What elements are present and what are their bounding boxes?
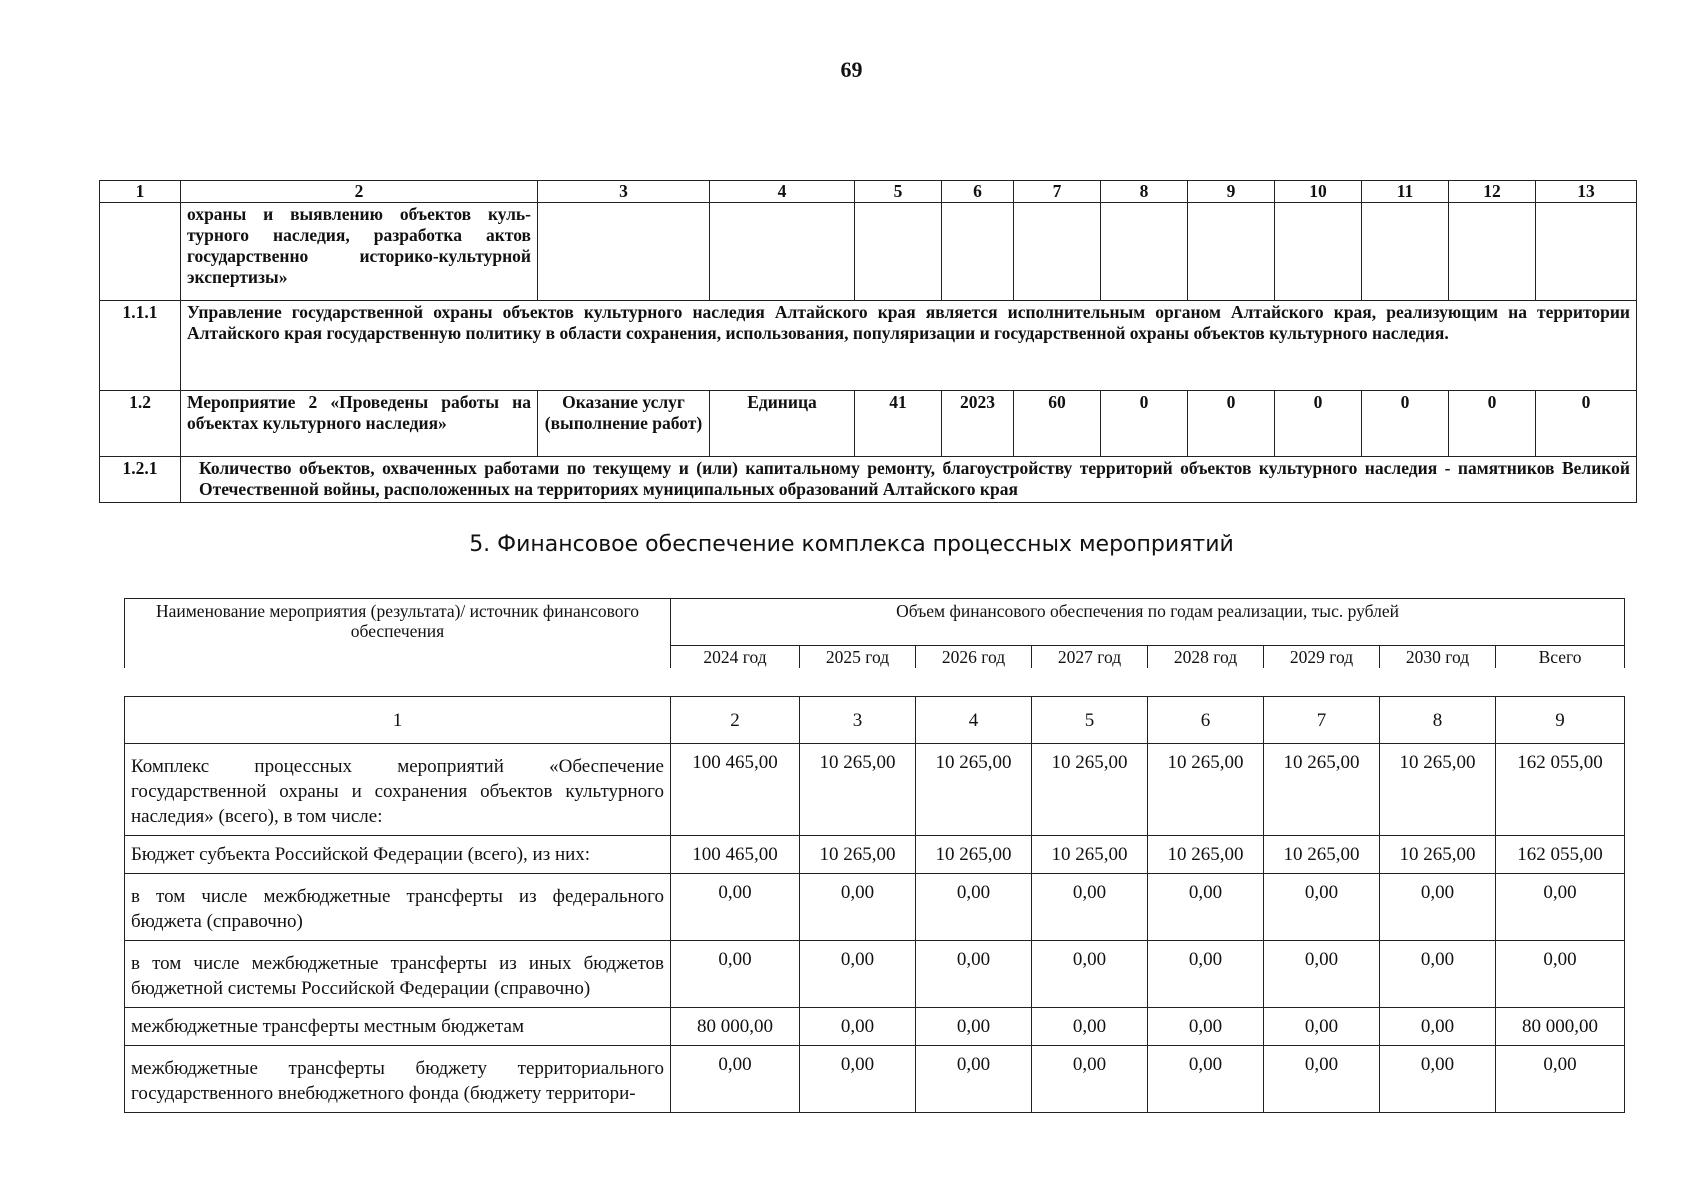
cell-value: 10 265,00 — [1264, 836, 1380, 874]
col-number: 7 — [1014, 181, 1101, 203]
col-number: 2 — [671, 697, 800, 744]
row-name: межбюджетные трансферты местным бюджетам — [125, 1008, 671, 1046]
row-name: Комплекс процессных мероприятий «Обеспечение государственной охраны и сохранения объектов культурного наследия» (всего), в том числе: — [125, 744, 671, 836]
cell-value: 0,00 — [800, 1008, 916, 1046]
cell-value: 0,00 — [1148, 1008, 1264, 1046]
row-number: 1.2 — [100, 391, 181, 457]
cell-value: 0,00 — [1496, 1046, 1625, 1113]
col-number: 5 — [855, 181, 942, 203]
cell-value: 10 265,00 — [1032, 744, 1148, 836]
col-number: 1 — [125, 697, 671, 744]
cell-value: 60 — [1014, 391, 1101, 457]
col-number: 8 — [1101, 181, 1188, 203]
cell-value: 0 — [1449, 391, 1536, 457]
year-header: 2030 год — [1380, 646, 1496, 669]
year-header: 2027 год — [1032, 646, 1148, 669]
col-number: 3 — [538, 181, 710, 203]
table-row — [100, 301, 1637, 391]
cell-value: 0,00 — [916, 941, 1032, 1008]
col-number: 11 — [1362, 181, 1449, 203]
cell-value: 0,00 — [1380, 874, 1496, 941]
col-number: 4 — [710, 181, 855, 203]
cell-value: 0,00 — [916, 1008, 1032, 1046]
cell-value: 0 — [1536, 391, 1637, 457]
year-header: Всего — [1496, 646, 1625, 669]
cell-value: 100 465,00 — [671, 744, 800, 836]
cell-value: 0,00 — [1380, 941, 1496, 1008]
cell-value: 0 — [1101, 391, 1188, 457]
row-number: 1.1.1 — [100, 301, 181, 391]
column-number-row — [100, 181, 1637, 203]
table-row — [125, 1046, 1625, 1113]
row-description: Количество объектов, охваченных работами по текущему и (или) капитальному ремонту, благоустройству территорий объектов культурного наследия - памятников Великой Отечественной войны, расположенных на территориях муниципальных образований Алтайского края — [181, 457, 1637, 503]
table-row — [125, 744, 1625, 836]
table-row — [100, 391, 1637, 457]
col-number: 13 — [1536, 181, 1637, 203]
col-number: 9 — [1496, 697, 1625, 744]
cell-value: 0,00 — [1380, 1046, 1496, 1113]
cell-value: 80 000,00 — [671, 1008, 800, 1046]
table-row — [125, 836, 1625, 874]
section-title: 5. Финансовое обеспечение комплекса процессных мероприятий — [469, 532, 1234, 557]
table-row — [100, 457, 1637, 503]
event-name: Мероприятие 2 «Проведены работы на объектах культурного наследия» — [181, 391, 538, 457]
cell-value: 162 055,00 — [1496, 744, 1625, 836]
year-header: 2026 год — [916, 646, 1032, 669]
cell-value: 0,00 — [671, 874, 800, 941]
cell-value: 0,00 — [1496, 941, 1625, 1008]
cell-value: 0 — [1188, 391, 1275, 457]
cell-value: 10 265,00 — [800, 744, 916, 836]
cell-value: 41 — [855, 391, 942, 457]
table-row — [125, 1008, 1625, 1046]
event-type: Оказание услуг (выполнение работ) — [538, 391, 710, 457]
cell-value: 2023 — [942, 391, 1014, 457]
row-name: в том числе межбюджетные трансферты из федерального бюджета (справочно) — [125, 874, 671, 941]
cell-value: 10 265,00 — [1380, 744, 1496, 836]
col-number: 7 — [1264, 697, 1380, 744]
cell-value: 10 265,00 — [1264, 744, 1380, 836]
cell-value: 0,00 — [1264, 874, 1380, 941]
cell-value: 10 265,00 — [1148, 744, 1264, 836]
table-row — [100, 203, 1637, 301]
finance-table-header — [124, 598, 1625, 668]
col-number: 8 — [1380, 697, 1496, 744]
row-continuation-text: охраны и выявлению объектов куль-турного наследия, разработка актов государственно историко-культурной экспертизы» — [181, 203, 538, 301]
name-column-header: Наименование мероприятия (результата)/ источник финансового обеспечения — [125, 599, 671, 669]
col-number: 2 — [181, 181, 538, 203]
indicators-table — [99, 180, 1637, 503]
cell-value: 162 055,00 — [1496, 836, 1625, 874]
cell-value: 10 265,00 — [1148, 836, 1264, 874]
cell-value: 0,00 — [916, 1046, 1032, 1113]
table-row — [125, 941, 1625, 1008]
cell-value: 0,00 — [1264, 1008, 1380, 1046]
cell-value: 10 265,00 — [1380, 836, 1496, 874]
col-number: 4 — [916, 697, 1032, 744]
row-name: межбюджетные трансферты бюджету территориального государственного внебюджетного фонда (бюджету территори- — [125, 1046, 671, 1113]
table-row — [125, 874, 1625, 941]
cell-value: 0,00 — [1380, 1008, 1496, 1046]
row-name: в том числе межбюджетные трансферты из иных бюджетов бюджетной системы Российской Федерации (справочно) — [125, 941, 671, 1008]
cell-value: 0,00 — [1148, 1046, 1264, 1113]
cell-value: 0,00 — [671, 1046, 800, 1113]
col-number: 3 — [800, 697, 916, 744]
cell-value: 0,00 — [1148, 941, 1264, 1008]
col-number: 12 — [1449, 181, 1536, 203]
cell-value: 0,00 — [1264, 941, 1380, 1008]
cell-value: 0,00 — [1032, 874, 1148, 941]
cell-value: 100 465,00 — [671, 836, 800, 874]
cell-value: 10 265,00 — [1032, 836, 1148, 874]
cell-value: 0 — [1362, 391, 1449, 457]
cell-value: 10 265,00 — [800, 836, 916, 874]
cell-value: 10 265,00 — [916, 836, 1032, 874]
cell-value: 0,00 — [800, 1046, 916, 1113]
col-number: 10 — [1275, 181, 1362, 203]
row-name: Бюджет субъекта Российской Федерации (всего), из них: — [125, 836, 671, 874]
cell-value: 0,00 — [1148, 874, 1264, 941]
cell-value: 0,00 — [1264, 1046, 1380, 1113]
col-number: 5 — [1032, 697, 1148, 744]
unit: Единица — [710, 391, 855, 457]
year-header: 2025 год — [800, 646, 916, 669]
finance-table — [124, 696, 1625, 1113]
column-number-row — [125, 697, 1625, 744]
year-header: 2028 год — [1148, 646, 1264, 669]
cell-value: 0 — [1275, 391, 1362, 457]
cell-value: 0,00 — [1032, 941, 1148, 1008]
cell-value: 0,00 — [916, 874, 1032, 941]
cell-value: 0,00 — [800, 874, 916, 941]
volume-column-header: Объем финансового обеспечения по годам реализации, тыс. рублей — [671, 599, 1625, 646]
page-number: 69 — [840, 57, 863, 82]
cell-value: 0,00 — [1032, 1046, 1148, 1113]
year-header: 2024 год — [671, 646, 800, 669]
row-description: Управление государственной охраны объектов культурного наследия Алтайского края является исполнительным органом Алтайского края, реализующим на территории Алтайского края государственную политику в области сохранения, использования, популяризации и государственной охраны объектов культурного наследия. — [181, 301, 1637, 391]
col-number: 6 — [1148, 697, 1264, 744]
cell-value: 0,00 — [1496, 874, 1625, 941]
cell-value: 0,00 — [800, 941, 916, 1008]
col-number: 1 — [100, 181, 181, 203]
col-number: 9 — [1188, 181, 1275, 203]
col-number: 6 — [942, 181, 1014, 203]
cell-value: 10 265,00 — [916, 744, 1032, 836]
row-number: 1.2.1 — [100, 457, 181, 503]
year-header: 2029 год — [1264, 646, 1380, 669]
cell-value: 80 000,00 — [1496, 1008, 1625, 1046]
cell-value: 0,00 — [671, 941, 800, 1008]
cell-value: 0,00 — [1032, 1008, 1148, 1046]
